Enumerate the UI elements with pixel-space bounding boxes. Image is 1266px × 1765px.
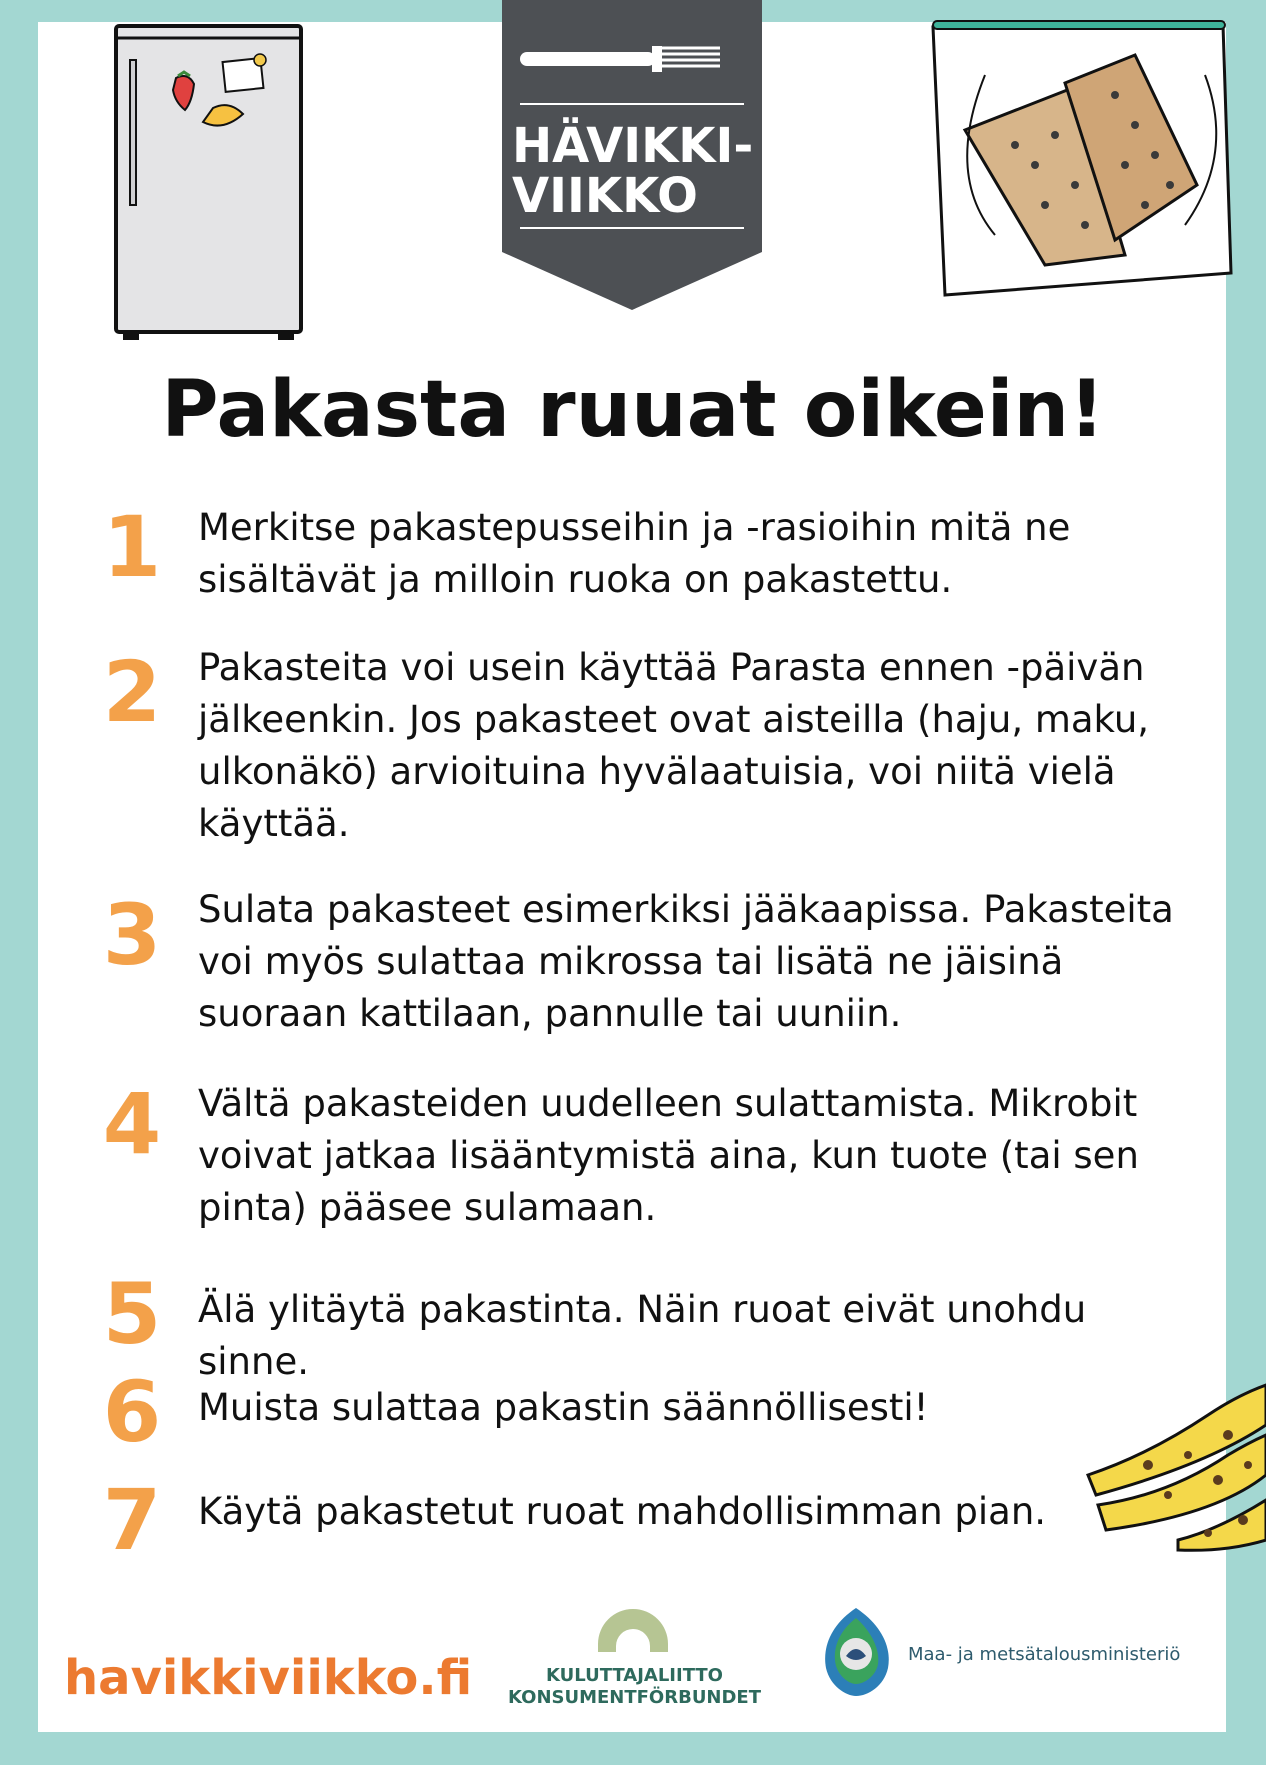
tip-text-7: Käytä pakastetut ruoat mahdollisimman pian. [198,1490,1047,1533]
kuluttajaliitto-logo-icon [594,1606,672,1652]
banner-line1: HÄVIKKI- [512,118,754,174]
tip-text-2: Pakasteita voi usein käyttää Parasta ennen -päivän jälkeenkin. Jos pakasteet ovat aisteilla (haju, maku, ulkonäkö) arvioituina hyvälaatuisia, voi niitä vielä käyttää. [198,646,1150,845]
freezer-bag-icon [925,15,1235,305]
tip-text-3: Sulata pakasteet esimerkiksi jääkaapissa. Pakasteita voi myös sulattaa mikrossa tai lisätä ne jäisinä suoraan kattilaan, pannulle tai uuniin. [198,888,1174,1035]
tip-number-5: 5 [102,1265,162,1363]
fridge-icon [108,20,308,345]
site-url[interactable]: havikkiviikko.fi [64,1650,473,1706]
ministry-name: Maa- ja metsätalousministeriö [908,1644,1181,1665]
bananas-icon [1078,1365,1266,1555]
tip-number-3: 3 [102,886,162,984]
tip-text-6: Muista sulattaa pakastin säännöllisesti! [198,1386,929,1429]
tip-text-5: Älä ylitäytä pakastinta. Näin ruoat eivät unohdu sinne. [198,1288,1087,1383]
ministry-lion-crest-icon [818,1606,894,1698]
tip-number-6: 6 [102,1363,162,1461]
tip-text-4: Vältä pakasteiden uudelleen sulattamista. Mikrobit voivat jatkaa lisääntymistä aina, kun tuote (tai sen pinta) pääsee sulamaan. [198,1082,1139,1229]
tip-number-7: 7 [102,1471,162,1569]
page-title: Pakasta ruuat oikein! [161,365,1105,455]
tip-number-2: 2 [102,643,162,741]
tip-number-1: 1 [102,498,162,596]
kuluttajaliitto-logo [508,1665,761,1709]
tip-text-1: Merkitse pakastepusseihin ja -rasioihin mitä ne sisältävät ja milloin ruoka on pakastettu. [198,506,1071,601]
org1-line2: KONSUMENTFÖRBUNDET [508,1687,762,1708]
banner-line2: VIIKKO [512,168,698,224]
tip-number-4: 4 [102,1075,162,1173]
org1-line1: KULUTTAJALIITTO [546,1665,723,1686]
